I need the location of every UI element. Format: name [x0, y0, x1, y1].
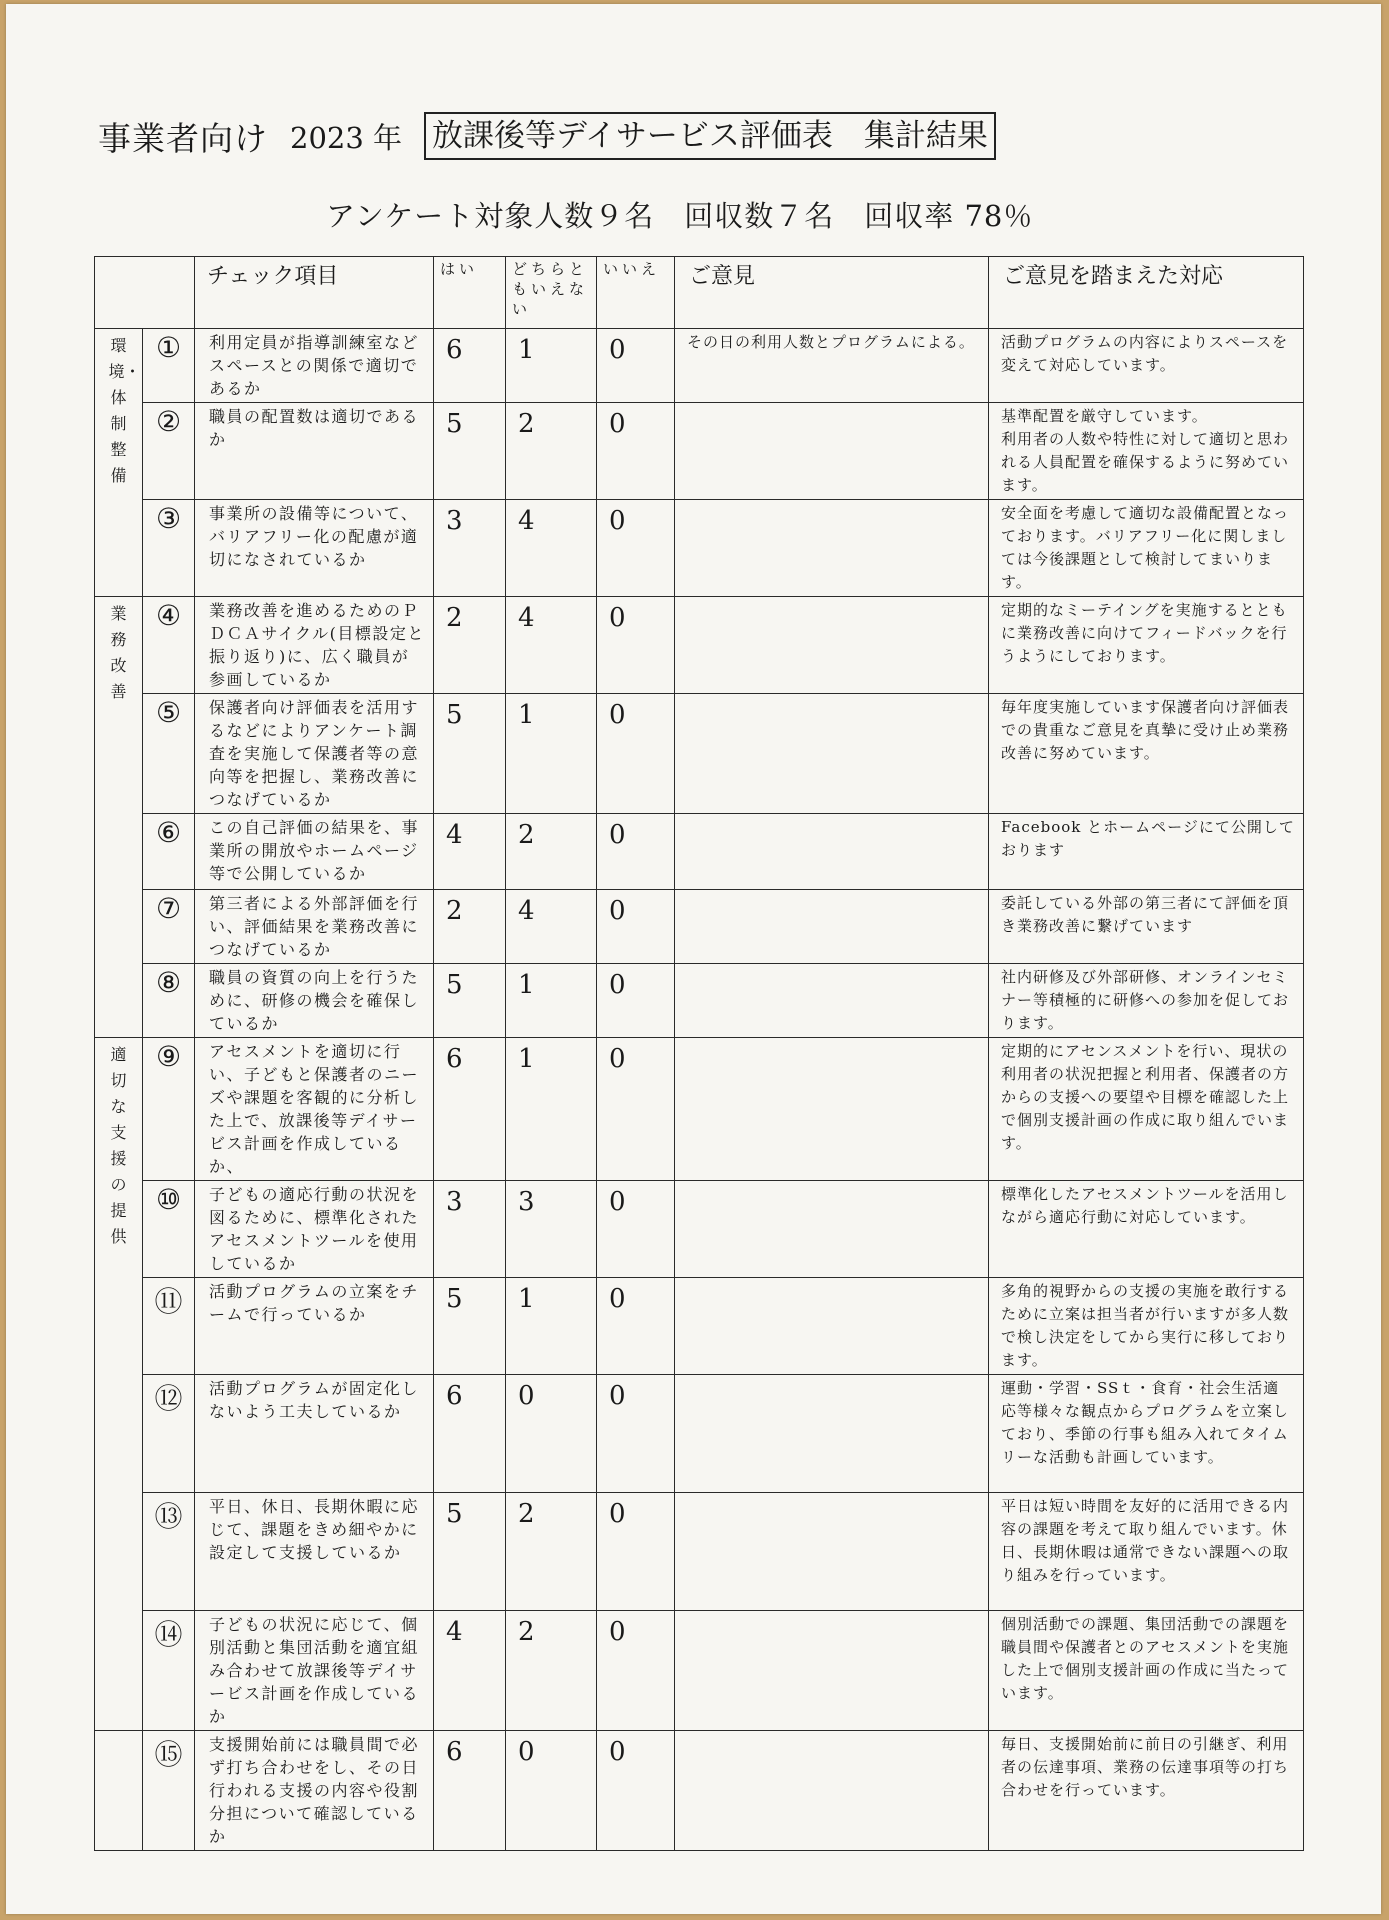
item-number: ① — [143, 329, 195, 403]
count-yes: 4 — [434, 1611, 506, 1731]
response-text: 運動・学習・SSｔ・食育・社会生活適応等様々な観点からプログラムを立案しており、季節の行事も組み入れてタイムリーな活動も計画しています。 — [989, 1375, 1304, 1493]
table-row — [95, 500, 1304, 597]
opinion-text — [675, 1731, 989, 1851]
check-item-text: 職員の配置数は適切であるか — [195, 403, 434, 500]
table-header-row — [95, 257, 1304, 329]
count-yes: 6 — [434, 1375, 506, 1493]
opinion-text — [675, 1181, 989, 1278]
response-text: 定期的にアセンスメントを行い、現状の利用者の状況把握と利用者、保護者の方からの支援への要望や目標を確認した上で個別支援計画の作成に取り組んでいます。 — [989, 1038, 1304, 1181]
header-blank — [95, 257, 195, 329]
count-neither: 1 — [506, 694, 597, 814]
count-yes: 5 — [434, 1493, 506, 1611]
opinion-text — [675, 890, 989, 964]
count-no: 0 — [597, 1611, 675, 1731]
count-no: 0 — [597, 1375, 675, 1493]
opinion-text — [675, 1493, 989, 1611]
header-yes: はい — [434, 257, 506, 329]
response-text: 定期的なミーテイングを実施するとともに業務改善に向けてフィードバックを行うようにしております。 — [989, 597, 1304, 694]
opinion-text — [675, 694, 989, 814]
count-neither: 2 — [506, 403, 597, 500]
item-number: ⑥ — [143, 814, 195, 890]
count-neither: 4 — [506, 500, 597, 597]
check-item-text: 支援開始前には職員間で必ず打ち合わせをし、その日行われる支援の内容や役割分担について確認しているか — [195, 1731, 434, 1851]
item-number: ③ — [143, 500, 195, 597]
response-text: 活動プログラムの内容によりスペースを変えて対応しています。 — [989, 329, 1304, 403]
document-header — [98, 112, 996, 160]
count-yes: 5 — [434, 964, 506, 1038]
response-text: 基準配置を厳守しています。 利用者の人数や特性に対して適切と思われる人員配置を確保するように努めています。 — [989, 403, 1304, 500]
count-neither: 2 — [506, 1493, 597, 1611]
count-yes: 6 — [434, 1038, 506, 1181]
count-yes: 5 — [434, 694, 506, 814]
item-number: ⑮ — [143, 1731, 195, 1851]
count-neither: 3 — [506, 1181, 597, 1278]
count-neither: 4 — [506, 597, 597, 694]
table-row — [95, 1181, 1304, 1278]
count-neither: 2 — [506, 814, 597, 890]
count-no: 0 — [597, 329, 675, 403]
item-number: ⑪ — [143, 1278, 195, 1375]
item-number: ⑤ — [143, 694, 195, 814]
count-no: 0 — [597, 403, 675, 500]
check-item-text: 第三者による外部評価を行い、評価結果を業務改善につなげているか — [195, 890, 434, 964]
table-row — [95, 329, 1304, 403]
item-number: ⑭ — [143, 1611, 195, 1731]
count-neither: 2 — [506, 1611, 597, 1731]
document-sheet — [6, 4, 1381, 1914]
table-row — [95, 1278, 1304, 1375]
check-item-text: 職員の資質の向上を行うために、研修の機会を確保しているか — [195, 964, 434, 1038]
count-yes: 5 — [434, 403, 506, 500]
count-yes: 5 — [434, 1278, 506, 1375]
response-text: Facebook とホームページにて公開しております — [989, 814, 1304, 890]
category-cell — [95, 329, 143, 597]
check-item-text: 事業所の設備等について、バリアフリー化の配慮が適切になされているか — [195, 500, 434, 597]
table-row — [95, 597, 1304, 694]
response-text: 標準化したアセスメントツールを活用しながら適応行動に対応しています。 — [989, 1181, 1304, 1278]
response-text: 毎日、支援開始前に前日の引継ぎ、利用者の伝達事項、業務の伝達事項等の打ち合わせを行っています。 — [989, 1731, 1304, 1851]
category-label: 適切な支援の提供 — [110, 1045, 127, 1246]
count-no: 0 — [597, 814, 675, 890]
check-item-text: 活動プログラムが固定化しないよう工夫しているか — [195, 1375, 434, 1493]
count-neither: 4 — [506, 890, 597, 964]
response-text: 多角的視野からの支援の実施を敢行するために立案は担当者が行いますが多人数で検し決定をしてから実行に移しております。 — [989, 1278, 1304, 1375]
item-number: ⑫ — [143, 1375, 195, 1493]
item-number: ⑨ — [143, 1038, 195, 1181]
item-number: ⑬ — [143, 1493, 195, 1611]
table-row — [95, 1493, 1304, 1611]
count-no: 0 — [597, 1278, 675, 1375]
header-neither: どちらともいえない — [506, 257, 597, 329]
table-row — [95, 1611, 1304, 1731]
response-text: 平日は短い時間を友好的に活用できる内容の課題を考えて取り組んでいます。休日、長期休暇は通常できない課題への取り組みを行っています。 — [989, 1493, 1304, 1611]
opinion-text — [675, 500, 989, 597]
survey-summary: アンケート対象人数９名 回収数７名 回収率 78％ — [326, 199, 1034, 233]
count-neither: 1 — [506, 1038, 597, 1181]
check-item-text: 業務改善を進めるためのＰＤＣＡサイクル(目標設定と振り返り)に、広く職員が参画しているか — [195, 597, 434, 694]
check-item-text: この自己評価の結果を、事業所の開放やホームページ等で公開しているか — [195, 814, 434, 890]
evaluation-table — [94, 256, 1304, 1851]
count-yes: 6 — [434, 1731, 506, 1851]
count-yes: 3 — [434, 500, 506, 597]
count-no: 0 — [597, 1038, 675, 1181]
count-neither: 1 — [506, 964, 597, 1038]
table-row — [95, 1375, 1304, 1493]
opinion-text — [675, 1038, 989, 1181]
count-no: 0 — [597, 1493, 675, 1611]
table-row — [95, 1038, 1304, 1181]
count-no: 0 — [597, 597, 675, 694]
check-item-text: 子どもの状況に応じて、個別活動と集団活動を適宜組み合わせて放課後等デイサービス計画を作成しているか — [195, 1611, 434, 1731]
count-yes: 2 — [434, 597, 506, 694]
header-check-item: チェック項目 — [195, 257, 434, 329]
count-no: 0 — [597, 1731, 675, 1851]
check-item-text: 活動プログラムの立案をチームで行っているか — [195, 1278, 434, 1375]
opinion-text — [675, 1375, 989, 1493]
opinion-text — [675, 597, 989, 694]
opinion-text — [675, 1278, 989, 1375]
check-item-text: 保護者向け評価表を活用するなどによりアンケート調査を実施して保護者等の意向等を把握し、業務改善につなげているか — [195, 694, 434, 814]
table-row — [95, 964, 1304, 1038]
header-year: 2023 年 — [290, 120, 403, 155]
check-item-text: 子どもの適応行動の状況を図るために、標準化されたアセスメントツールを使用しているか — [195, 1181, 434, 1278]
count-neither: 0 — [506, 1731, 597, 1851]
category-label: 業務改善 — [110, 604, 127, 701]
table-row — [95, 694, 1304, 814]
count-yes: 2 — [434, 890, 506, 964]
count-neither: 1 — [506, 329, 597, 403]
opinion-text — [675, 403, 989, 500]
count-no: 0 — [597, 694, 675, 814]
response-text: 安全面を考慮して適切な設備配置となっております。バリアフリー化に関しましては今後課題として検討してまいります。 — [989, 500, 1304, 597]
header-comment: ご意見 — [675, 257, 989, 329]
check-item-text: アセスメントを適切に行い、子どもと保護者のニーズや課題を客観的に分析した上で、放課後等デイサービス計画を作成しているか、 — [195, 1038, 434, 1181]
header-no: いいえ — [597, 257, 675, 329]
response-text: 社内研修及び外部研修、オンラインセミナー等積極的に研修への参加を促しております。 — [989, 964, 1304, 1038]
count-no: 0 — [597, 890, 675, 964]
count-no: 0 — [597, 500, 675, 597]
table-row — [95, 890, 1304, 964]
response-text: 個別活動での課題、集団活動での課題を職員間や保護者とのアセスメントを実施した上で個別支援計画の作成に当たっています。 — [989, 1611, 1304, 1731]
opinion-text — [675, 964, 989, 1038]
opinion-text — [675, 1611, 989, 1731]
item-number: ⑦ — [143, 890, 195, 964]
item-number: ⑧ — [143, 964, 195, 1038]
table-row — [95, 1731, 1304, 1851]
count-yes: 4 — [434, 814, 506, 890]
check-item-text: 平日、休日、長期休暇に応じて、課題をきめ細やかに設定して支援しているか — [195, 1493, 434, 1611]
count-yes: 6 — [434, 329, 506, 403]
item-number: ⑩ — [143, 1181, 195, 1278]
opinion-text — [675, 814, 989, 890]
header-response: ご意見を踏まえた対応 — [989, 257, 1304, 329]
count-no: 0 — [597, 1181, 675, 1278]
document-title: 放課後等デイサービス評価表 集計結果 — [424, 112, 996, 160]
count-no: 0 — [597, 964, 675, 1038]
item-number: ④ — [143, 597, 195, 694]
check-item-text: 利用定員が指導訓練室などスペースとの関係で適切であるか — [195, 329, 434, 403]
opinion-text: その日の利用人数とプログラムによる。 — [675, 329, 989, 403]
category-cell — [95, 597, 143, 1038]
category-label: 環境・体制整備 — [108, 336, 141, 485]
count-neither: 1 — [506, 1278, 597, 1375]
item-number: ② — [143, 403, 195, 500]
count-yes: 3 — [434, 1181, 506, 1278]
category-cell-empty — [95, 1731, 143, 1851]
category-cell — [95, 1038, 143, 1731]
count-neither: 0 — [506, 1375, 597, 1493]
header-prefix: 事業者向け — [98, 118, 268, 158]
response-text: 委託している外部の第三者にて評価を頂き業務改善に繋げています — [989, 890, 1304, 964]
table-row — [95, 814, 1304, 890]
response-text: 毎年度実施しています保護者向け評価表での貴重なご意見を真摯に受け止め業務改善に努めています。 — [989, 694, 1304, 814]
table-row — [95, 403, 1304, 500]
